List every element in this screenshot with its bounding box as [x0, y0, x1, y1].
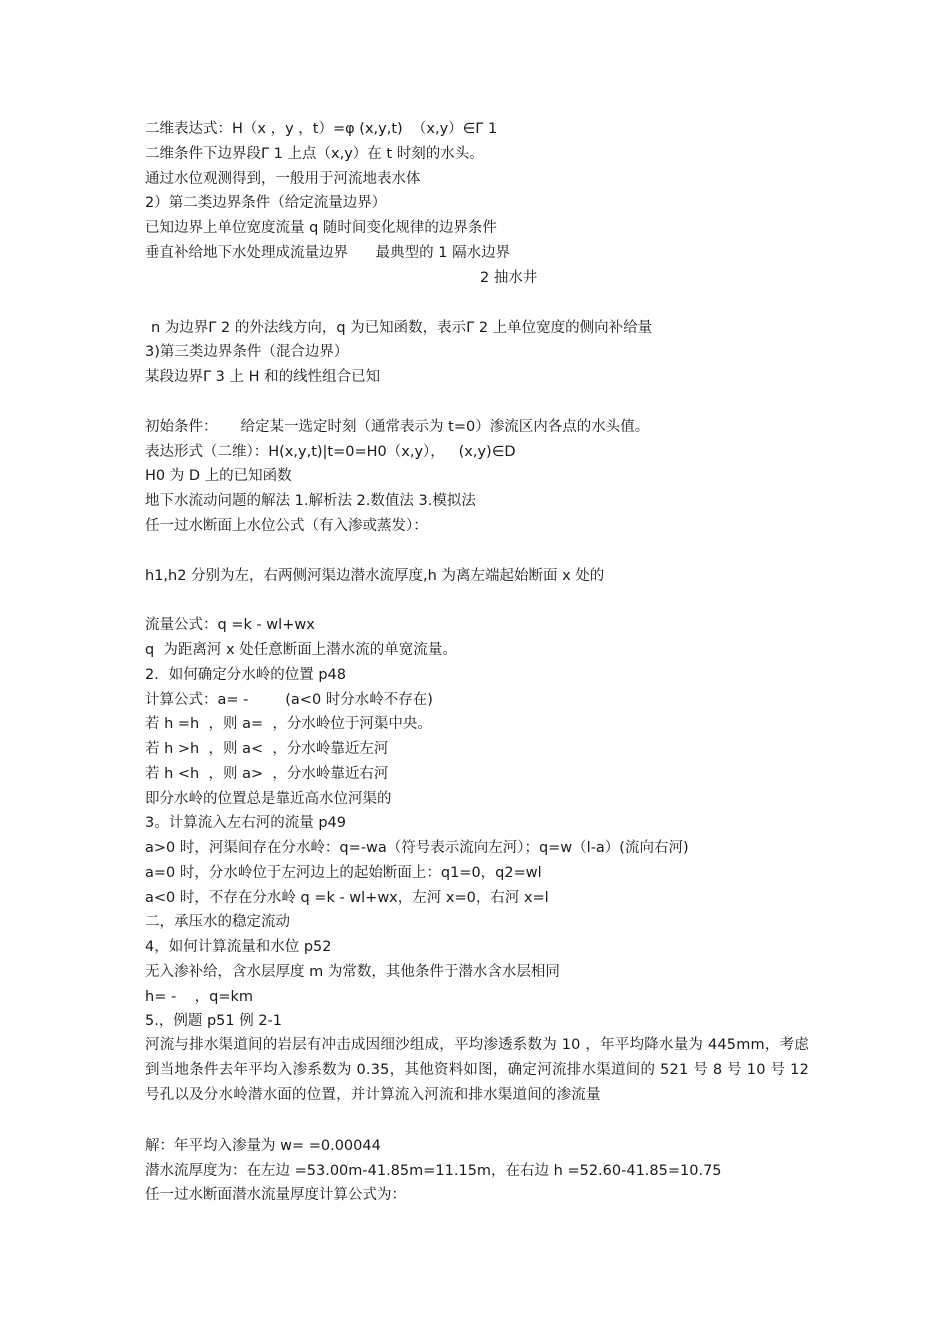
text-line: 4，如何计算流量和水位 p52	[145, 939, 332, 955]
text-line: 垂直补给地下水处理成流量边界 最典型的 1 隔水边界	[145, 245, 511, 261]
text-line: 任一过水断面潜水流量厚度计算公式为：	[145, 1187, 406, 1203]
text-line: 2．如何确定分水岭的位置 p48	[145, 667, 346, 683]
text-line: 计算公式：a= - (a<0 时分水岭不存在)	[145, 692, 433, 708]
text-line: a=0 时，分水岭位于左河边上的起始断面上：q1=0，q2=wl	[145, 865, 542, 881]
text-line: 2 抽水井	[480, 270, 538, 286]
text-line: 流量公式：q =k - wl+wx	[145, 617, 315, 633]
text-paragraph: 河流与排水渠道间的岩层有冲击成因细沙组成，平均渗透系数为 10 ，年平均降水量为 445mm，考虑到当地条件去年平均入渗系数为 0.35，其他资料如图，确定河流排水渠道间的 521 号 8 号 10 号 12 号孔以及分水岭潜水面的位置，并计算流入河流和排水渠道间的渗流量	[145, 1037, 809, 1103]
text-line: H0 为 D 上的已知函数	[145, 468, 292, 484]
text-line: a<0 时，不存在分水岭 q =k - wl+wx，左河 x=0，右河 x=l	[145, 890, 549, 906]
text-line: 2）第二类边界条件（给定流量边界）	[145, 195, 387, 211]
text-line: 任一过水断面上水位公式（有入渗或蒸发）：	[145, 518, 428, 534]
text-line: 5.，例题 p51 例 2-1	[145, 1013, 282, 1029]
text-line: 若 h =h ，则 a= ，分水岭位于河渠中央。	[145, 716, 432, 732]
text-line: 表达形式（二维）：H(x,y,t)|t=0=H0（x,y）， (x,y)∈D	[145, 444, 516, 460]
text-line: 地下水流动问题的解法 1.解析法 2.数值法 3.模拟法	[145, 493, 476, 509]
text-line: h1,h2 分别为左，右两侧河渠边潜水流厚度,h 为离左端起始断面 x 处的	[145, 568, 605, 584]
text-line: 即分水岭的位置总是靠近高水位河渠的	[145, 791, 392, 807]
text-line: 若 h >h ，则 a< ，分水岭靠近左河	[145, 741, 389, 757]
text-line: 某段边界Γ 3 上 H 和的线性组合已知	[145, 369, 381, 385]
text-line: 潜水流厚度为：在左边 =53.00m-41.85m=11.15m，在右边 h =52.60-41.85=10.75	[145, 1163, 722, 1179]
text-line: 若 h <h ，则 a> ，分水岭靠近右河	[145, 766, 389, 782]
text-line: n 为边界Γ 2 的外法线方向，q 为已知函数，表示Γ 2 上单位宽度的侧向补给量	[151, 320, 653, 336]
text-line: a>0 时，河渠间存在分水岭：q=-wa（符号表示流向左河）；q=w（l-a）(流向右河)	[145, 840, 689, 856]
text-line: 已知边界上单位宽度流量 q 随时间变化规律的边界条件	[145, 220, 497, 236]
text-line: 解：年平均入渗量为 w= =0.00044	[145, 1138, 381, 1154]
text-line: 通过水位观测得到，一般用于河流地表水体	[145, 171, 421, 187]
text-line: 无入渗补给，含水层厚度 m 为常数，其他条件于潜水含水层相同	[145, 964, 560, 980]
text-line: q 为距离河 x 处任意断面上潜水流的单宽流量。	[145, 642, 457, 658]
text-line: 二维表达式：H（x ，y ，t）=φ (x,y,t) （x,y）∈Γ 1	[145, 121, 498, 137]
text-line: h= - ，q=km	[145, 989, 253, 1005]
text-line: 二，承压水的稳定流动	[145, 914, 290, 930]
text-line: 初始条件： 给定某一选定时刻（通常表示为 t=0）渗流区内各点的水头值。	[145, 419, 650, 435]
text-line: 3)第三类边界条件（混合边界）	[145, 344, 349, 360]
text-line: 二维条件下边界段Γ 1 上点（x,y）在 t 时刻的水头。	[145, 146, 484, 162]
text-line: 3。计算流入左右河的流量 p49	[145, 815, 346, 831]
